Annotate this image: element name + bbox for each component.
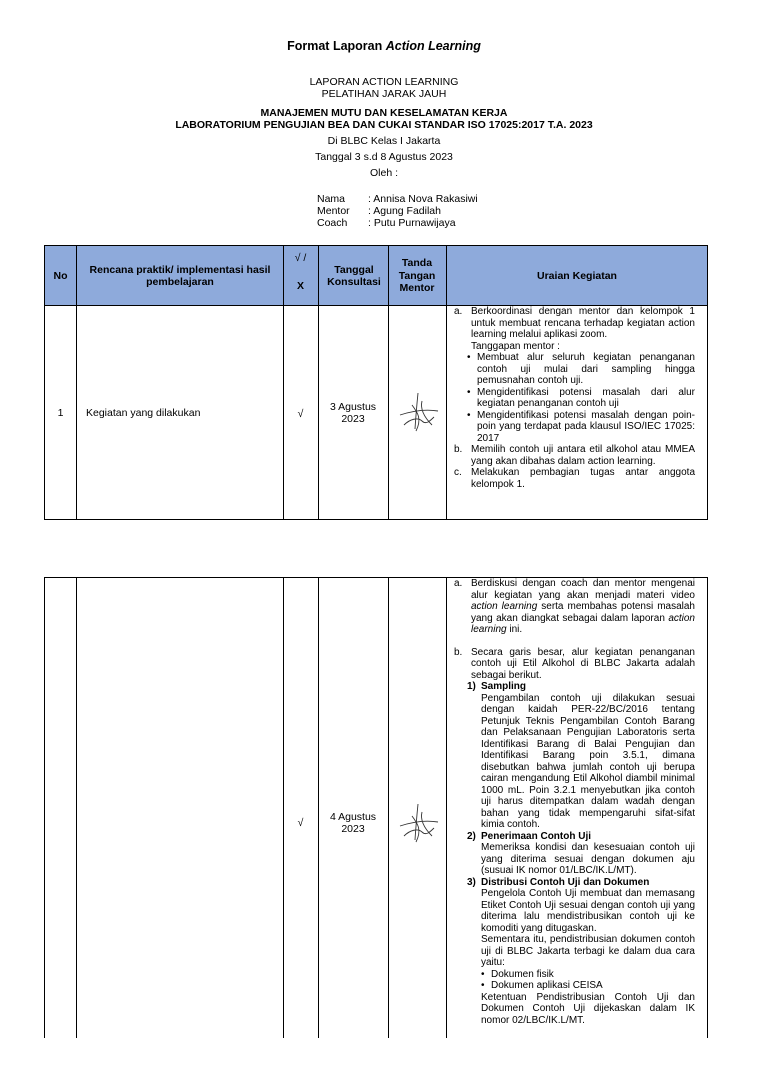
header-tanggal: Tanggal Konsultasi	[327, 263, 381, 288]
row2-uraian	[451, 578, 695, 1026]
row1-item-c: c. Melakukan pembagian tugas antar anggota kelompok 1.	[454, 467, 695, 490]
course-subtitle: LABORATORIUM PENGUJIAN BEA DAN CUKAI STANDAR ISO 17025:2017 T.A. 2023	[175, 119, 593, 131]
row2-item-a: a. Berdiskusi dengan coach dan mentor mengenai alur kegiatan yang akan menjadi materi video action learning serta membahas potensi masalah yang akan diangkat sebagai dalam laporan action learning ini.	[454, 578, 695, 635]
row2-step-distribusi-text: Ketentuan Pendistribusian Contoh Uji dan Dokumen Contoh Uji dijekaskan dalam IK nomor 02/LBC/IK.L/MT.	[481, 991, 695, 1026]
header-check-symbol: √ /	[294, 251, 307, 264]
row1-bullet: • Mengidentifikasi potensi masalah dari alur kegiatan penanganan contoh uji	[467, 387, 695, 410]
row1-signature-image	[392, 389, 444, 437]
row2-step-distribusi-text: Pengelola Contoh Uji membuat dan memasang Etiket Contoh Uji sesuai dengan contoh uji yang diterima lalu mendistribusikan contoh uji ke komoditi yang ditugaskan.	[481, 888, 695, 934]
document-title: Format Laporan Action Learning	[287, 39, 481, 53]
training-line: PELATIHAN JARAK JAUH	[321, 88, 447, 100]
coach-label: Coach	[317, 217, 348, 229]
row2-step-penerimaan-text: Memeriksa kondisi dan kesesuaian contoh uji yang diterima sesuai dengan dokumen aju (susuai IK nomor 01/LBC/IK.L/MT).	[481, 842, 695, 876]
row2-check: √	[297, 817, 304, 829]
row1-rencana: Kegiatan yang dilakukan	[86, 406, 201, 419]
row2-item-b: b. Secara garis besar, alur kegiatan penanganan contoh uji Etil Alkohol di BLBC Jakarta adalah sebagai berikut.	[454, 646, 695, 681]
location-line: Di BLBC Kelas I Jakarta	[327, 135, 441, 147]
row1-item-b: b. Memilih contoh uji antara etil alkohol atau MMEA yang akan dibahas dalam action learning.	[454, 444, 695, 467]
row1-check: √	[297, 408, 304, 420]
header-uraian: Uraian Kegiatan	[537, 269, 617, 282]
date-line: Tanggal 3 s.d 8 Agustus 2023	[315, 151, 453, 163]
row2-doc-bullet: • Dokumen aplikasi CEISA	[481, 980, 695, 992]
by-line: Oleh :	[369, 167, 398, 179]
mentor-label: Mentor	[317, 205, 350, 217]
row2-step-distribusi-text: Sementara itu, pendistribusian dokumen contoh uji di BLBC Jakarta terbagi ke dalam dua cara yaitu:	[481, 934, 695, 968]
header-rencana: Rencana praktik/ implementasi hasil pembelajaran	[89, 263, 271, 288]
row2-doc-bullet: • Dokumen fisik	[481, 969, 695, 981]
row1-tanggal: 3 Agustus 2023	[329, 400, 377, 425]
nama-value: : Annisa Nova Rakasiwi	[368, 193, 478, 205]
row2-tanggal: 4 Agustus 2023	[329, 811, 377, 835]
row1-bullet: • Membuat alur seluruh kegiatan penanganan contoh uji mulai dari sampling hingga pemusnahan contoh uji.	[467, 352, 695, 387]
mentor-value: : Agung Fadilah	[368, 205, 441, 217]
row1-item-a: a. Berkoordinasi dengan mentor dan kelompok 1 untuk membuat rencana terhadap kegiatan action learning melalui aplikasi zoom.	[454, 306, 695, 340]
row1-uraian	[451, 306, 695, 490]
report-title-line: LAPORAN ACTION LEARNING	[309, 76, 459, 88]
row2-signature-image	[392, 800, 444, 848]
row2-step-distribusi: 3) Distribusi Contoh Uji dan Dokumen	[467, 876, 650, 888]
row2-step-sampling: 1) Sampling	[467, 681, 527, 692]
row1-tanggapan: Tanggapan mentor :	[471, 340, 560, 352]
row1-bullet-list	[451, 352, 695, 444]
activity-table-2	[44, 577, 708, 1038]
nama-label: Nama	[317, 193, 346, 205]
row2-doc-bullet-list	[451, 969, 695, 992]
header-no: No	[53, 269, 68, 282]
activity-table-1	[44, 245, 708, 520]
coach-value: : Putu Purnawijaya	[368, 217, 456, 229]
header-x: X	[296, 279, 304, 292]
row1-no: 1	[57, 406, 64, 419]
header-tanda-tangan: Tanda Tangan Mentor	[398, 257, 436, 295]
course-title: MANAJEMEN MUTU DAN KESELAMATAN KERJA	[260, 107, 508, 119]
identity-block	[317, 194, 517, 230]
row1-bullet: • Mengidentifikasi potensi masalah dengan poin-poin yang terdapat pada klausul ISO/IEC 17025: 2017	[467, 410, 695, 445]
row2-step-sampling-text: Pengambilan contoh uji dilakukan sesuai dengan kaidah PER-22/BC/2016 tentang Petunjuk Teknis Pengambilan Contoh Barang dan Pelaksanaan Pengujian Laboratoris serta Identifikasi Barang di Balai Pengujian dan Identifikasi Barang poin 3.5.1, dimana disebutkan bahwa jumlah contoh uji berupa cairan mengandung Etil Alkohol diambil minimal 1000 mL. Poin 3.2.1 menyebutkan jika contoh uji harus ditempatkan dalam wadah dengan bahan yang tidak mempengaruhi sifat-sifat kimia contoh.	[481, 692, 695, 830]
row2-step-penerimaan: 2) Penerimaan Contoh Uji	[467, 830, 592, 842]
